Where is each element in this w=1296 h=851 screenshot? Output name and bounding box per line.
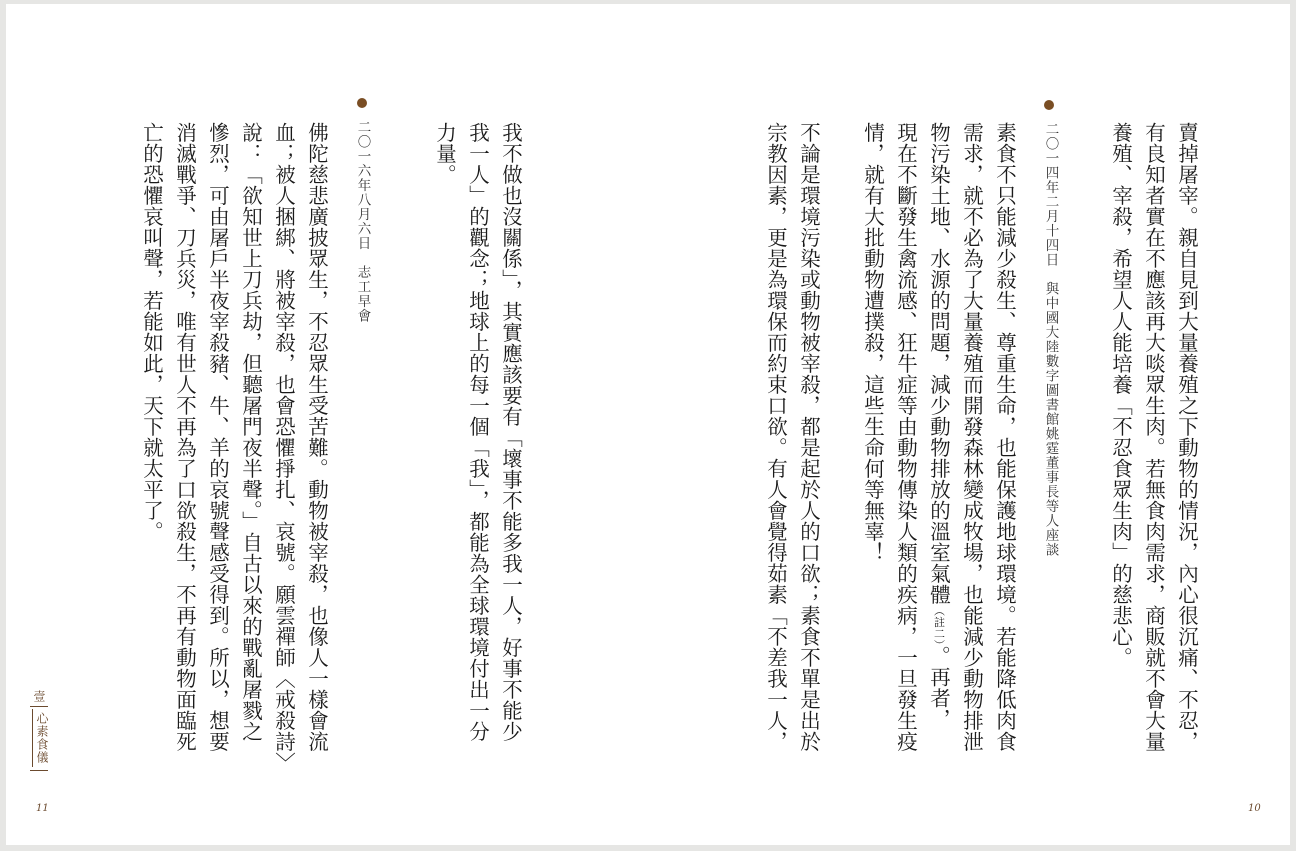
section-bullet-icon xyxy=(1044,100,1054,110)
text-column: 我不做也沒關係」，其實應該要有「壞事不能多我一人，好事不能少 xyxy=(498,122,523,742)
text-column xyxy=(928,122,949,730)
text-column: 不論是環境污染或動物被宰殺，都是起於人的口欲；素食不單是出於 xyxy=(796,122,821,752)
text-column: 情，就有大批動物遭撲殺，這些生命何等無辜！ xyxy=(860,122,885,563)
text-column: 力量。 xyxy=(432,122,457,185)
text-column: 宗教因素，更是為環保而約束口欲。有人會覺得茹素「不差我一人， xyxy=(763,122,788,752)
text-column: 說：「欲知世上刀兵劫，但聽屠門夜半聲。」自古以來的戰亂屠戮之 xyxy=(238,122,263,742)
text-column: 慘烈，可由屠戶半夜宰殺豬、牛、羊的哀號聲感受得到。所以，想要 xyxy=(205,122,230,752)
text-column: 賣掉屠宰。親自見到大量養殖之下動物的情況，內心很沉痛、不忍， xyxy=(1174,122,1199,752)
book-spread xyxy=(6,4,1290,845)
divider xyxy=(30,770,48,771)
section-mark: 壹 xyxy=(32,690,46,702)
book-title: 心素食儀 xyxy=(35,712,49,764)
text-column: 素食不只能減少殺生、尊重生命，也能保護地球環境。若能降低肉食 xyxy=(992,122,1017,752)
divider xyxy=(30,706,48,707)
text-column: 佛陀慈悲廣披眾生，不忍眾生受苦難。動物被宰殺，也像人一樣會流 xyxy=(304,122,329,752)
text-segment: 。再者， xyxy=(926,645,951,730)
text-column: 需求，就不必為了大量養殖而開發森林變成牧場，也能減少動物排泄 xyxy=(959,122,984,752)
text-column: 養殖、宰殺，希望人人能培養「不忍食眾生肉」的慈悲心。 xyxy=(1108,122,1133,668)
text-segment: 物污染土地、水源的問題，減少動物排放的溫室氣體 xyxy=(926,122,951,605)
text-column: 有良知者實在不應該再大啖眾生肉。若無食肉需求，商販就不會大量 xyxy=(1141,122,1166,752)
footnote-ref: （註二） xyxy=(932,605,946,646)
section-bullet-icon xyxy=(357,98,367,108)
page-number: 10 xyxy=(1248,803,1261,814)
section-heading: 二〇一四年二月十四日 與中國大陸數字圖書館姚霆董事長等人座談 xyxy=(1042,122,1059,557)
text-column: 現在不斷發生禽流感、狂牛症等由動物傳染人類的疾病，一旦發生疫 xyxy=(893,122,918,752)
section-heading: 二〇一六年八月六日 志工早會 xyxy=(354,120,371,323)
text-column: 我一人」的觀念；地球上的每一個「我」，都能為全球環境付出一分 xyxy=(465,122,490,742)
text-column: 亡的恐懼哀叫聲，若能如此，天下就太平了。 xyxy=(139,122,164,542)
text-column: 血；被人捆綁、將被宰殺，也會恐懼掙扎、哀號。願雲禪師〈戒殺詩〉 xyxy=(271,122,296,773)
text-column: 消滅戰爭、刀兵災，唯有世人不再為了口欲殺生，不再有動物面臨死 xyxy=(172,122,197,752)
page-number: 11 xyxy=(36,803,49,814)
divider xyxy=(32,709,33,767)
